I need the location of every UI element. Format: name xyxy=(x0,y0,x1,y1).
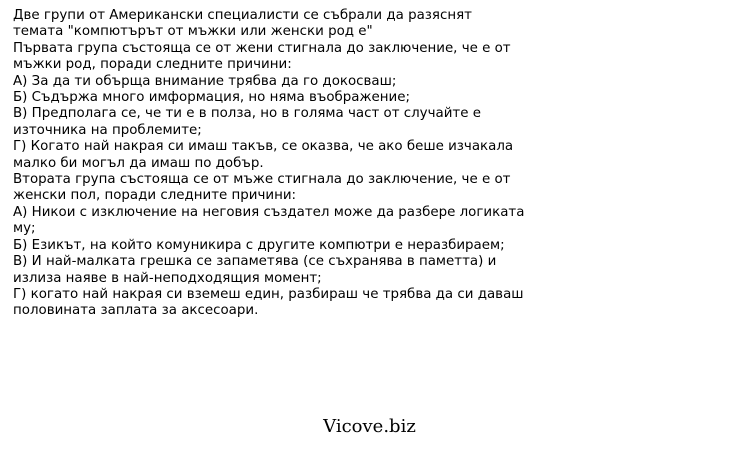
text-line: В) Предполага се, че ти е в полза, но в голяма част от случайте е xyxy=(13,106,481,122)
text-line: мъжки род, поради следните причини: xyxy=(13,57,292,73)
text-line: А) За да ти обърща внимание трябва да го докосваш; xyxy=(13,73,397,89)
text-line: Г) Когато най накрая си имаш такъв, се оказва, че ако беше изчакала xyxy=(13,139,514,155)
text-line: женски пол, поради следните причини: xyxy=(13,188,297,204)
text-line: източника на проблемите; xyxy=(13,122,202,138)
text-line: Б) Езикът, на който комуникира с другите компютри е неразбираем; xyxy=(13,237,505,253)
text-line: Втората група състояща се от мъже стигнала до заключение, че е от xyxy=(13,172,511,188)
text-line: Б) Съдържа много имформация, но няма въображение; xyxy=(13,90,410,106)
text-line: Две групи от Американски специалисти се събрали да разяснят xyxy=(13,8,472,23)
text-line: му; xyxy=(13,221,36,237)
text-line: малко би могъл да имаш по добър. xyxy=(13,155,264,171)
text-line: Г) когато най накрая си вземеш един, разбираш че трябва да си даваш xyxy=(13,286,524,302)
text-line: излиза наяве в най-неподходящия момент; xyxy=(13,270,322,286)
text-line: Първата група състояща се от жени стигнала до заключение, че е от xyxy=(13,40,511,56)
site-watermark: Vicove.biz xyxy=(323,416,416,437)
text-line: половината заплата за аксесоари. xyxy=(13,303,259,319)
text-line: темата "компютърът от мъжки или женски род е" xyxy=(13,24,373,40)
text-line: А) Никои с изключение на неговия създател може да разбере логиката xyxy=(13,204,525,220)
joke-text xyxy=(13,8,573,320)
text-line: В) И най-малката грешка се запаметява (се съхранява в паметта) и xyxy=(13,254,497,270)
